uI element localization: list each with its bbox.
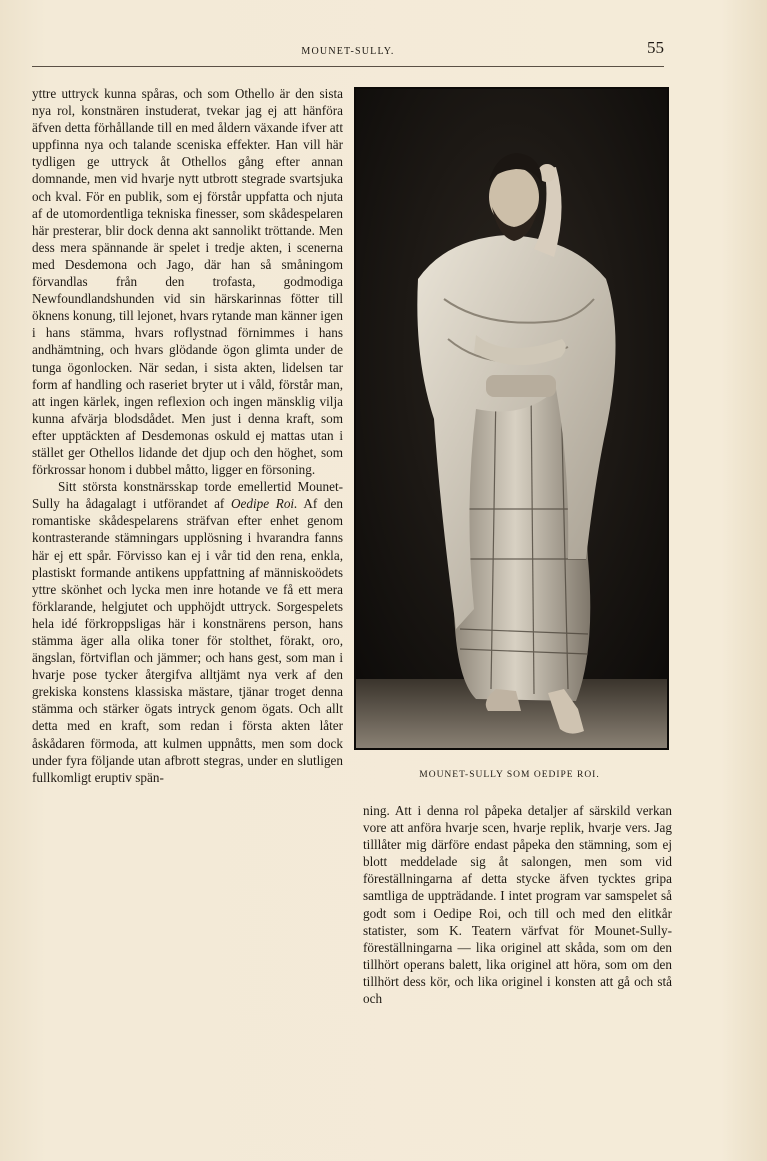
paragraph-oedipe-rest: Af den romantiske skådespelarens sträfvan efter enhet genom kontrasterande stämningars upplösning i hvarandra fanns här ej ett spår. Förvisso kan ej i vår tid den rena, enkla, plastiskt formande antikens uppfattning af människoödets yttre skönhet och lycka men inre hotande ve få ett mera förklarande, helgjutet och upphöjdt uttryck. Sorgespelets hela idé förkroppsligas här i konstnärens person, hans stämma äger alla olika toner för stolthet, förakt, oro, ängslan, förtviflan och jämmer; och hans gest, som man i hvarje pose tycker återgifva alltjämt nya verk af den grekiska konstens klassiska mästare, tjänar troget denna stämma och stärker ögats intryck genom ögats. Och allt detta med en kraft, som redan i första akten låter åskådaren förmoda, att kulmen uppnåtts, men som dock under fyra följande utan afbrott stegras, under en slutligen fullkomligt eruptiv spän- (32, 496, 343, 785)
page-number: 55 (647, 38, 664, 57)
actor-figure-illustration (356, 89, 667, 748)
paragraph-continuation: ning. Att i denna rol påpeka detaljer af särskild verkan vore att anföra hvarje scen, hvarje replik, hvarje vers. Jag tilllåter mig därföre endast påpeka den stämning, som ej blott meddelade sig åt salongen, men som vid föreställningarna af detta stycke äfven tycktes gripa samtliga de uppträdande. I intet program var samspelet så godt som i Oedipe Roi, och till och med den elitkår statister, som K. Teatern värfvat för Mounet-Sully-föreställningarna — lika originel att skåda, som om den tillhört operans balett, lika originel att höra, som om den tillhört dess kör, och lika originel i konsten att gå och stå och (363, 803, 672, 1007)
paragraph-othello: yttre uttryck kunna spåras, och som Othello är den sista nya rol, konstnären instuderat, tvekar jag ej att hänföra äfven detta förhållande till en med åldern växande ifver att uppfinna nya och talande sceniska effekter. Han vill här tydligen ge uttryck åt Othellos gång efter annan domnande, men vid hvarje nytt utbrott stegrade svartsjuka och kval. För en publik, som ej förstår uppfatta och njuta af de utomordentliga tekniska finesser, som skådespelaren här presterar, blir dock denna akt sannolikt tröttande. Men dess mera spännande är spelet i tredje akten, i scenerna med Desdemona och Jago, där han så småningom förvandlas från den trofasta, godmodiga Newfoundlandshunden vid sin härskarinnas fötter till öknens konung, till lejonet, hvars rytande man känner igen i hans stämma, hvars roflystnad förnimmes i hans andhämtning, och hvars glödande ögon glimta under de tunga ögonlocken. När sedan, i sista akten, lidelsen tar form af handling och raseriet bryter ut i våld, förstår man, att ingen kärlek, ingen reflexion och ingen mänsklig vilja kunna afvärja blodsdådet. Men just i denna kraft, som efter upptäckten af Desdemonas oskuld ej mattas utan i stället ger Othellos lidande det djup och den höghet, som förkrossar honom i dubbel måtto, ligger en försoning. (32, 86, 343, 478)
paragraph-oedipe (32, 478, 343, 786)
running-head: MOUNET-SULLY. (301, 46, 395, 57)
paragraph-oedipe-start: Sitt största konstnärsskap torde emellertid Mounet-Sully ha ådagalagt i utförandet af (32, 479, 343, 512)
page-header (32, 38, 664, 67)
portrait-photograph (354, 87, 669, 750)
left-text-column (32, 85, 343, 786)
right-text-column (363, 802, 672, 1007)
play-title-oedipe-roi: Oedipe Roi. (231, 496, 298, 512)
figure-caption: MOUNET-SULLY SOM OEDIPE ROI. (419, 770, 600, 780)
